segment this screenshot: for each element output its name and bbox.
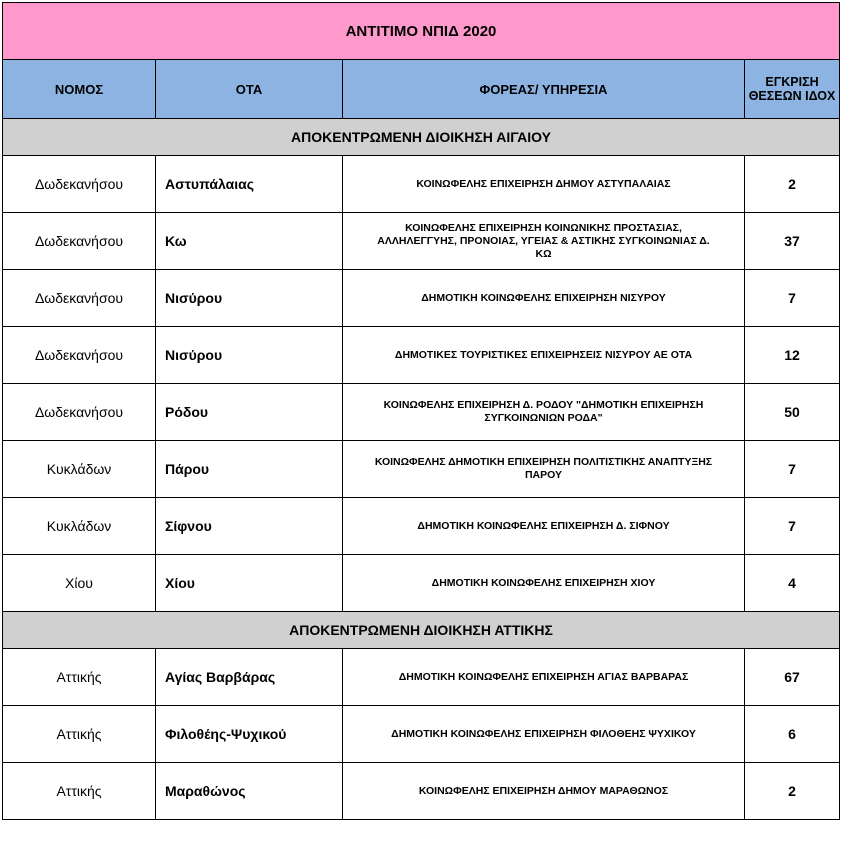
- cell-foreas: ΚΟΙΝΩΦΕΛΗΣ ΕΠΙΧΕΙΡΗΣΗ ΚΟΙΝΩΝΙΚΗΣ ΠΡΟΣΤΑΣΙΑΣ, ΑΛΛΗΛΕΓΓΥΗΣ, ΠΡΟΝΟΙΑΣ, ΥΓΕΙΑΣ & ΑΣΤΙΚΗΣ ΣΥΓΚΟΙΝΩΝΙΑΣ Δ. ΚΩ: [343, 213, 745, 270]
- header-foreas: ΦΟΡΕΑΣ/ ΥΠΗΡΕΣΙΑ: [343, 60, 745, 119]
- cell-approval: 50: [745, 384, 840, 441]
- table-row: [3, 498, 840, 555]
- cell-approval: 7: [745, 498, 840, 555]
- title-row: [3, 3, 840, 60]
- section-title: ΑΠΟΚΕΝΤΡΩΜΕΝΗ ΔΙΟΙΚΗΣΗ ΑΤΤΙΚΗΣ: [3, 612, 840, 649]
- cell-ota: Αγίας Βαρβάρας: [156, 649, 343, 706]
- table-row: [3, 763, 840, 820]
- header-row: [3, 60, 840, 119]
- cell-nomos: Αττικής: [3, 763, 156, 820]
- cell-ota: Πάρου: [156, 441, 343, 498]
- table-row: [3, 270, 840, 327]
- table-title: ΑΝΤΙΤΙΜΟ ΝΠΙΔ 2020: [3, 3, 840, 60]
- table-row: [3, 327, 840, 384]
- cell-ota: Νισύρου: [156, 327, 343, 384]
- cell-foreas: ΔΗΜΟΤΙΚΗ ΚΟΙΝΩΦΕΛΗΣ ΕΠΙΧΕΙΡΗΣΗ ΧΙΟΥ: [343, 555, 745, 612]
- section-header-aigaiou: [3, 119, 840, 156]
- cell-nomos: Δωδεκανήσου: [3, 270, 156, 327]
- cell-foreas: ΚΟΙΝΩΦΕΛΗΣ ΕΠΙΧΕΙΡΗΣΗ ΔΗΜΟΥ ΑΣΤΥΠΑΛΑΙΑΣ: [343, 156, 745, 213]
- cell-approval: 2: [745, 156, 840, 213]
- cell-nomos: Αττικής: [3, 706, 156, 763]
- cell-approval: 7: [745, 441, 840, 498]
- cell-foreas: ΚΟΙΝΩΦΕΛΗΣ ΔΗΜΟΤΙΚΗ ΕΠΙΧΕΙΡΗΣΗ ΠΟΛΙΤΙΣΤΙΚΗΣ ΑΝΑΠΤΥΞΗΣ ΠΑΡΟΥ: [343, 441, 745, 498]
- section-header-attikis: [3, 612, 840, 649]
- table-row: [3, 649, 840, 706]
- antitimo-table: [2, 2, 840, 820]
- cell-foreas: ΔΗΜΟΤΙΚΗ ΚΟΙΝΩΦΕΛΗΣ ΕΠΙΧΕΙΡΗΣΗ ΦΙΛΟΘΕΗΣ ΨΥΧΙΚΟΥ: [343, 706, 745, 763]
- cell-foreas: ΔΗΜΟΤΙΚΗ ΚΟΙΝΩΦΕΛΗΣ ΕΠΙΧΕΙΡΗΣΗ ΑΓΙΑΣ ΒΑΡΒΑΡΑΣ: [343, 649, 745, 706]
- cell-ota: Κω: [156, 213, 343, 270]
- cell-ota: Χίου: [156, 555, 343, 612]
- table-row: [3, 555, 840, 612]
- section-title: ΑΠΟΚΕΝΤΡΩΜΕΝΗ ΔΙΟΙΚΗΣΗ ΑΙΓΑΙΟΥ: [3, 119, 840, 156]
- header-ota: ΟΤΑ: [156, 60, 343, 119]
- cell-ota: Αστυπάλαιας: [156, 156, 343, 213]
- cell-approval: 37: [745, 213, 840, 270]
- cell-foreas: ΚΟΙΝΩΦΕΛΗΣ ΕΠΙΧΕΙΡΗΣΗ Δ. ΡΟΔΟΥ "ΔΗΜΟΤΙΚΗ ΕΠΙΧΕΙΡΗΣΗ ΣΥΓΚΟΙΝΩΝΙΩΝ ΡΟΔΑ": [343, 384, 745, 441]
- cell-approval: 67: [745, 649, 840, 706]
- cell-nomos: Δωδεκανήσου: [3, 156, 156, 213]
- cell-foreas: ΚΟΙΝΩΦΕΛΗΣ ΕΠΙΧΕΙΡΗΣΗ ΔΗΜΟΥ ΜΑΡΑΘΩΝΟΣ: [343, 763, 745, 820]
- cell-foreas: ΔΗΜΟΤΙΚΕΣ ΤΟΥΡΙΣΤΙΚΕΣ ΕΠΙΧΕΙΡΗΣΕΙΣ ΝΙΣΥΡΟΥ ΑΕ ΟΤΑ: [343, 327, 745, 384]
- cell-nomos: Χίου: [3, 555, 156, 612]
- cell-approval: 2: [745, 763, 840, 820]
- cell-ota: Σίφνου: [156, 498, 343, 555]
- header-approval: ΕΓΚΡΙΣΗ ΘΕΣΕΩΝ ΙΔΟΧ: [745, 60, 840, 119]
- cell-ota: Μαραθώνος: [156, 763, 343, 820]
- cell-approval: 4: [745, 555, 840, 612]
- cell-nomos: Κυκλάδων: [3, 498, 156, 555]
- table-row: [3, 384, 840, 441]
- table-row: [3, 213, 840, 270]
- cell-nomos: Δωδεκανήσου: [3, 213, 156, 270]
- cell-approval: 7: [745, 270, 840, 327]
- cell-foreas: ΔΗΜΟΤΙΚΗ ΚΟΙΝΩΦΕΛΗΣ ΕΠΙΧΕΙΡΗΣΗ ΝΙΣΥΡΟΥ: [343, 270, 745, 327]
- cell-foreas: ΔΗΜΟΤΙΚΗ ΚΟΙΝΩΦΕΛΗΣ ΕΠΙΧΕΙΡΗΣΗ Δ. ΣΙΦΝΟΥ: [343, 498, 745, 555]
- cell-nomos: Κυκλάδων: [3, 441, 156, 498]
- cell-nomos: Δωδεκανήσου: [3, 327, 156, 384]
- cell-nomos: Δωδεκανήσου: [3, 384, 156, 441]
- cell-nomos: Αττικής: [3, 649, 156, 706]
- cell-ota: Ρόδου: [156, 384, 343, 441]
- table-row: [3, 156, 840, 213]
- table-row: [3, 706, 840, 763]
- cell-approval: 6: [745, 706, 840, 763]
- table-row: [3, 441, 840, 498]
- cell-ota: Νισύρου: [156, 270, 343, 327]
- header-nomos: ΝΟΜΟΣ: [3, 60, 156, 119]
- cell-approval: 12: [745, 327, 840, 384]
- cell-ota: Φιλοθέης-Ψυχικού: [156, 706, 343, 763]
